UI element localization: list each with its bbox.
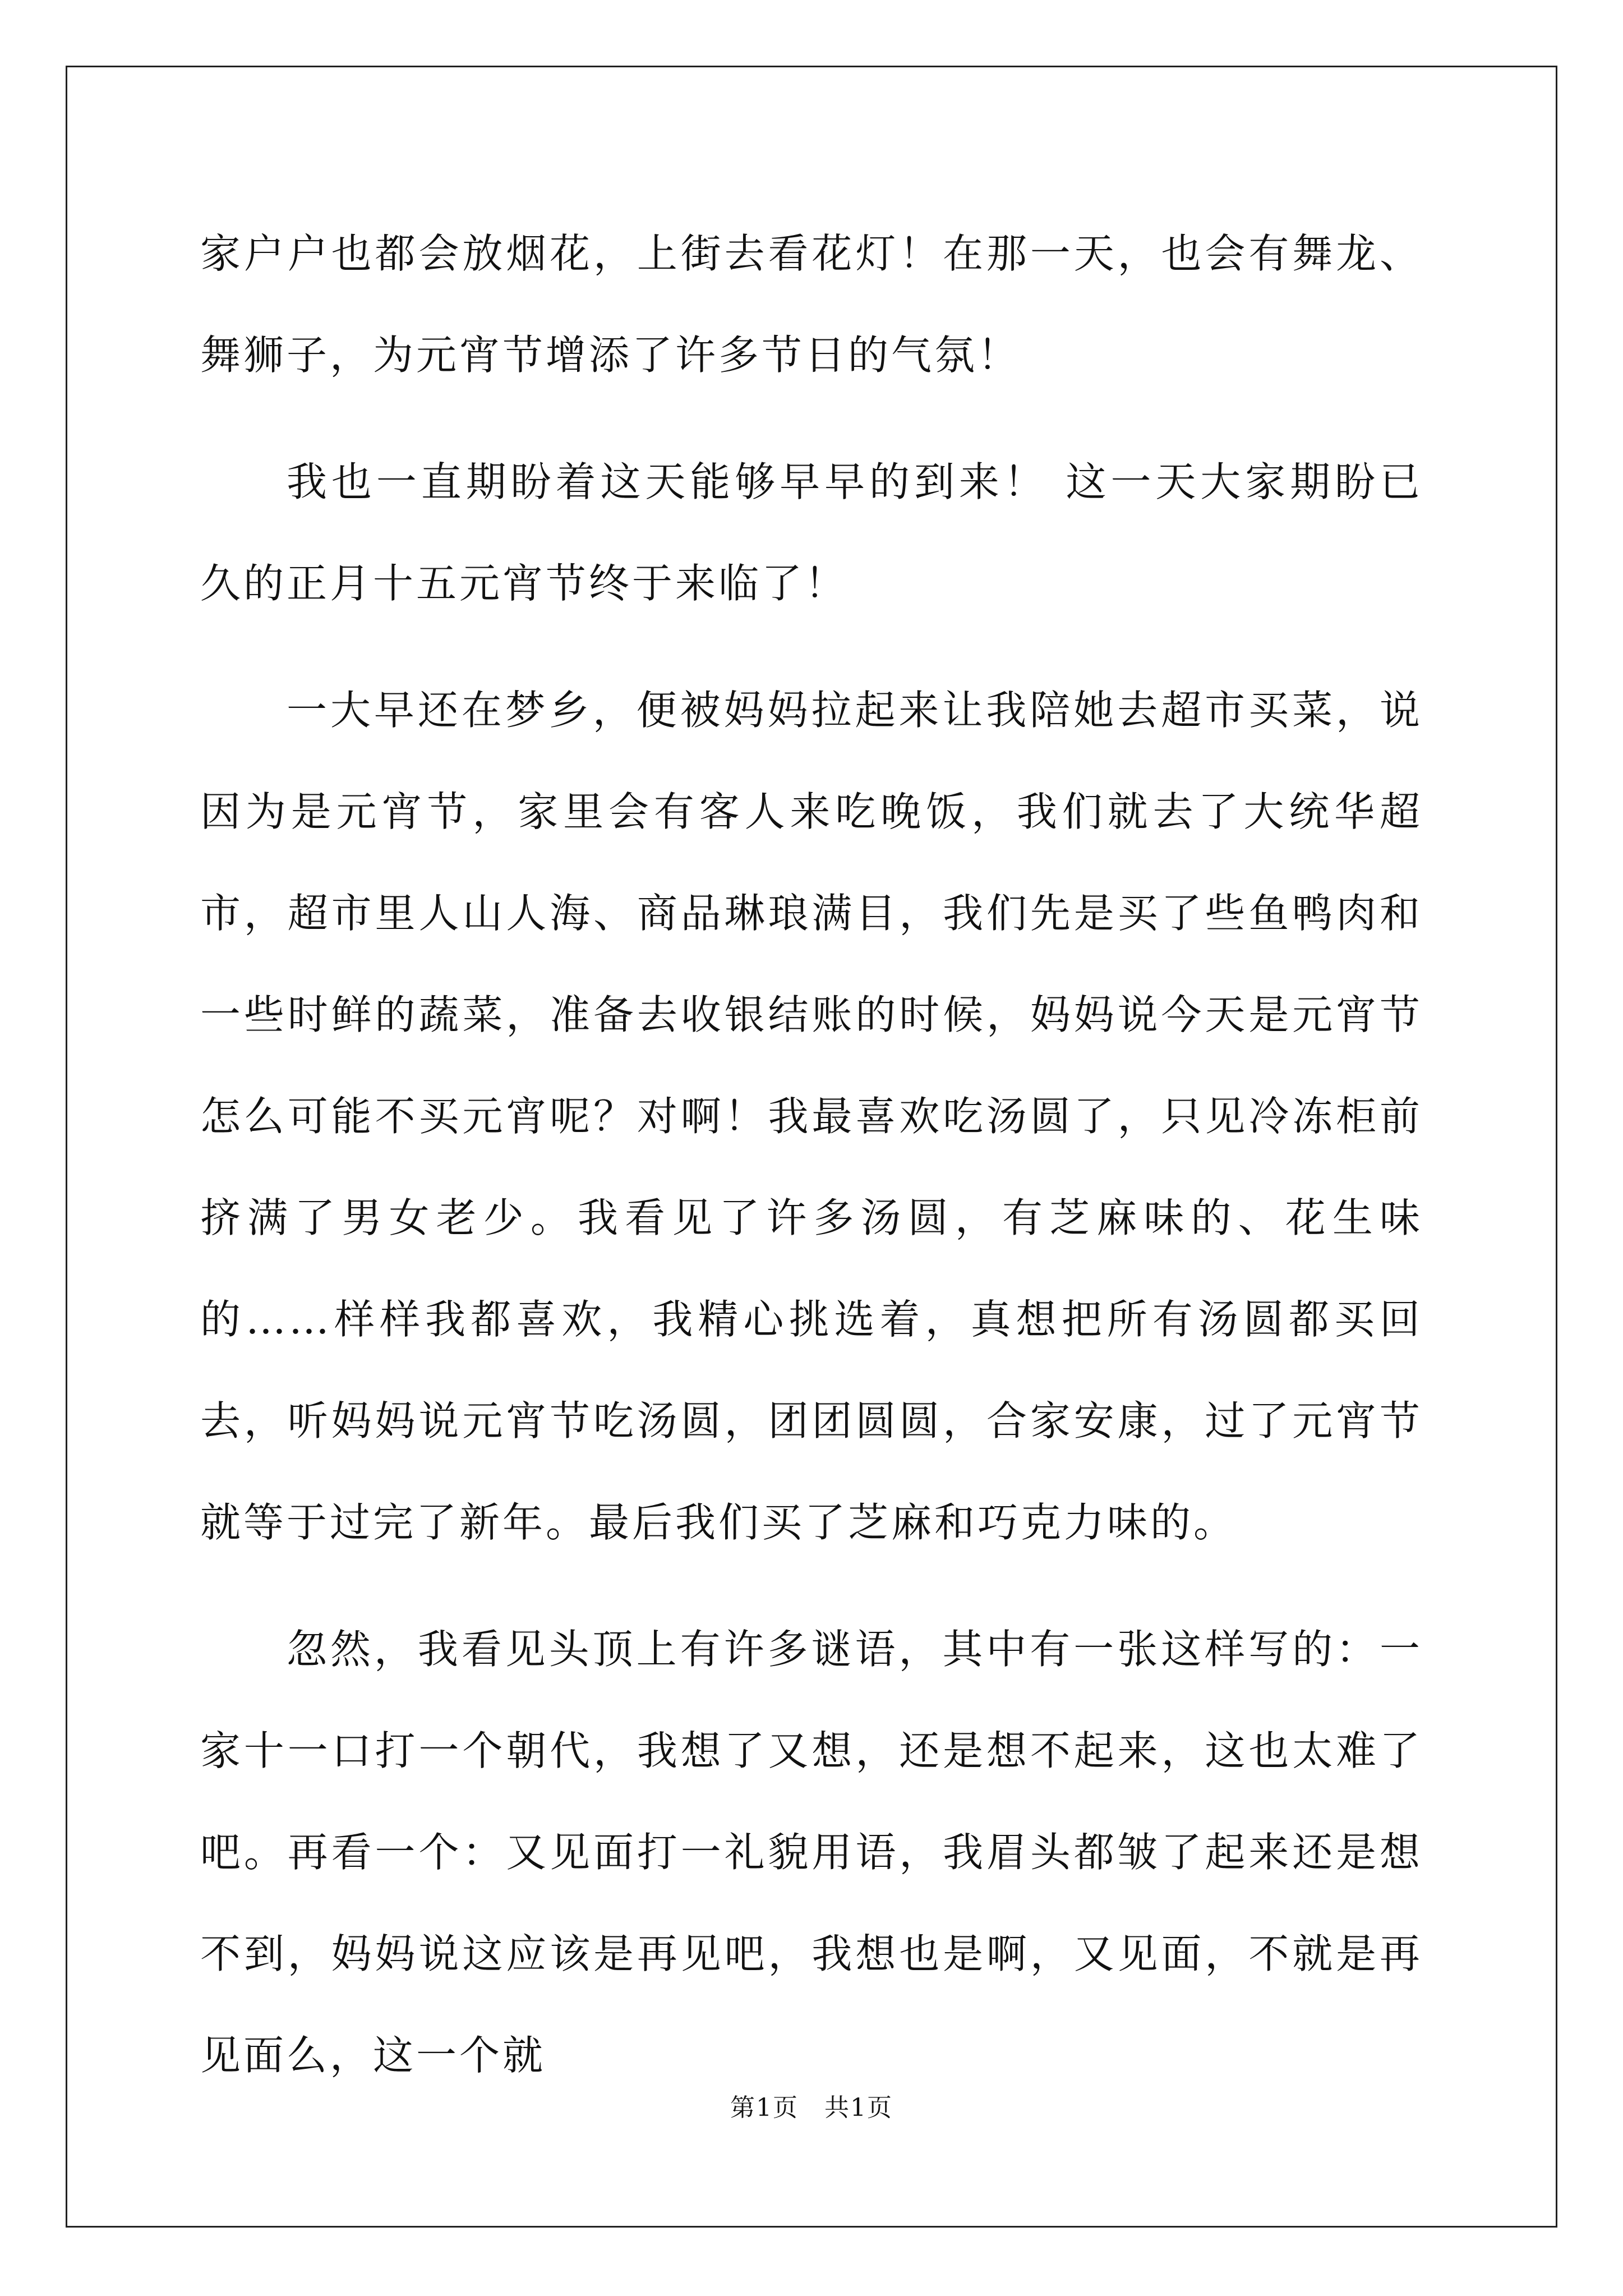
document-body <box>200 203 1423 2132</box>
paragraph-2: 我也一直期盼着这天能够早早的到来！ 这一天大家期盼已久的正月十五元宵节终于来临了！ <box>200 458 1423 607</box>
paragraph-4: 忽然，我看见头顶上有许多谜语，其中有一张这样写的：一家十一口打一个朝代，我想了又想，还是想不起来，这也太难了吧。再看一个：又见面打一礼貌用语，我眉头都皱了起来还是想不到，妈妈说这应该是再见吧，我想也是啊，又见面，不就是再见面么，这一个就 <box>200 1626 1423 2079</box>
paragraph-3: 一大早还在梦乡，便被妈妈拉起来让我陪她去超市买菜，说因为是元宵节，家里会有客人来吃晚饭，我们就去了大统华超市，超市里人山人海、商品琳琅满目，我们先是买了些鱼鸭肉和一些时鲜的蔬菜，准备去收银结账的时候，妈妈说今天是元宵节怎么可能不买元宵呢？对啊！我最喜欢吃汤圆了，只见冷冻柜前挤满了男女老少。我看见了许多汤圆，有芝麻味的、花生味的……样样我都喜欢，我精心挑选着，真想把所有汤圆都买回去，听妈妈说元宵节吃汤圆，团团圆圆，合家安康，过了元宵节就等于过完了新年。最后我们买了芝麻和巧克力味的。 <box>200 687 1423 1546</box>
page-number: 第1页 共1页 <box>730 2093 893 2122</box>
paragraph-1: 家户户也都会放烟花，上街去看花灯！在那一天，也会有舞龙、舞狮子，为元宵节增添了许多节日的气氛！ <box>200 230 1423 379</box>
